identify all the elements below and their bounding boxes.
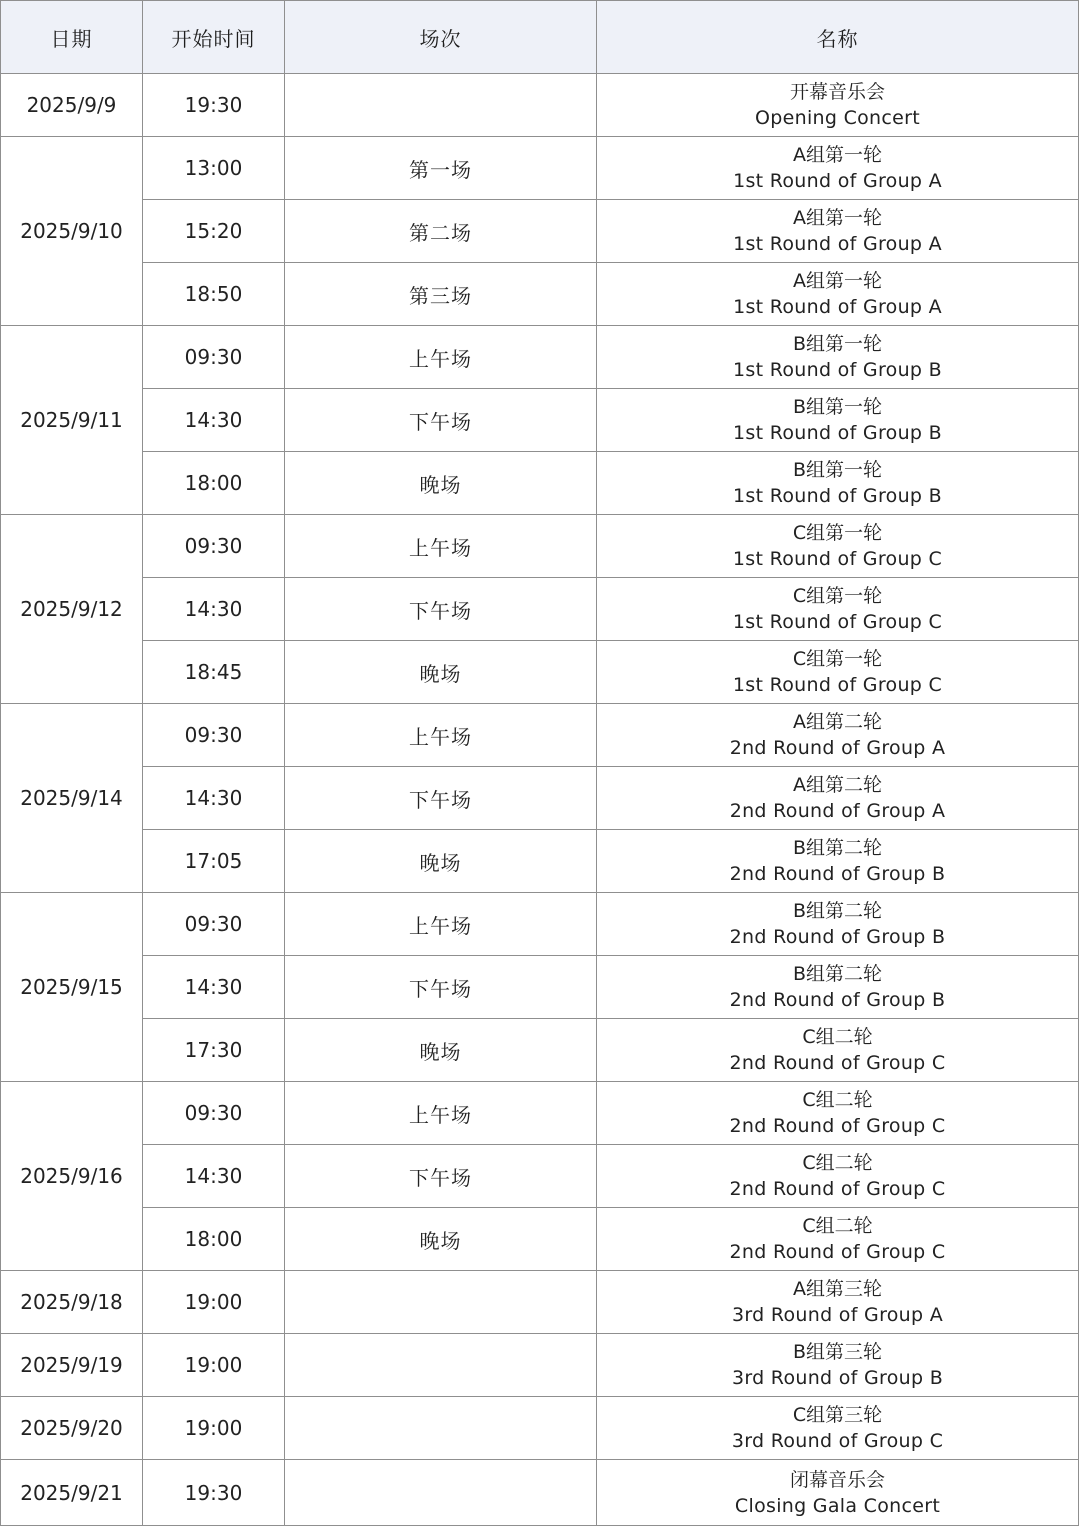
date-cell: 2025/9/18: [1, 1271, 143, 1334]
name-cell: [597, 641, 1079, 704]
table-header: [1, 1, 1079, 74]
table-row: [1, 1460, 1079, 1526]
start-time-cell: 18:45: [143, 641, 285, 704]
table-row: [1, 1145, 1079, 1208]
event-name-en: 1st Round of Group C: [732, 548, 943, 570]
event-name-zh: C组二轮: [802, 1215, 873, 1237]
start-time-cell: 14:30: [143, 389, 285, 452]
name-cell: [597, 1334, 1079, 1397]
start-time-cell: 14:30: [143, 956, 285, 1019]
event-name-en: 3rd Round of Group C: [731, 1430, 944, 1452]
session-cell: 上午场: [285, 893, 597, 956]
table-row: [1, 515, 1079, 578]
name-cell: [597, 1460, 1079, 1526]
event-name-en: 2nd Round of Group A: [729, 800, 946, 822]
date-cell: 2025/9/11: [1, 326, 143, 515]
event-name-en: 2nd Round of Group C: [729, 1115, 946, 1137]
start-time-cell: 14:30: [143, 578, 285, 641]
name-cell: [597, 1271, 1079, 1334]
event-name-zh: A组第一轮: [793, 144, 882, 166]
session-cell: 上午场: [285, 1082, 597, 1145]
start-time-cell: 09:30: [143, 704, 285, 767]
date-cell: 2025/9/20: [1, 1397, 143, 1460]
start-time-cell: 18:00: [143, 1208, 285, 1271]
event-name-zh: A组第二轮: [793, 774, 882, 796]
name-cell: [597, 704, 1079, 767]
event-name-en: 1st Round of Group A: [733, 233, 942, 255]
name-cell: [597, 74, 1079, 137]
event-name-zh: C组二轮: [802, 1089, 873, 1111]
session-cell: 第二场: [285, 200, 597, 263]
event-name-en: 1st Round of Group C: [732, 611, 943, 633]
start-time-cell: 09:30: [143, 893, 285, 956]
start-time-cell: 14:30: [143, 767, 285, 830]
name-cell: [597, 389, 1079, 452]
session-cell: 下午场: [285, 578, 597, 641]
table-row: [1, 74, 1079, 137]
name-cell: [597, 326, 1079, 389]
name-cell: [597, 1019, 1079, 1082]
name-cell: [597, 515, 1079, 578]
start-time-cell: 14:30: [143, 1145, 285, 1208]
event-name-zh: A组第二轮: [793, 711, 882, 733]
event-name-zh: C组第一轮: [792, 585, 883, 607]
header-session: 场次: [285, 1, 597, 74]
event-name-en: 3rd Round of Group B: [731, 1367, 944, 1389]
session-cell: 晚场: [285, 1019, 597, 1082]
session-cell: 上午场: [285, 704, 597, 767]
event-name-en: Closing Gala Concert: [734, 1494, 941, 1517]
header-row: [1, 1, 1079, 74]
table-row: [1, 830, 1079, 893]
event-name-zh: C组第三轮: [792, 1404, 883, 1426]
event-name-en: 1st Round of Group B: [733, 422, 942, 444]
start-time-cell: 15:20: [143, 200, 285, 263]
event-name-zh: A组第一轮: [793, 207, 882, 229]
table-row: [1, 389, 1079, 452]
start-time-cell: 13:00: [143, 137, 285, 200]
event-name-en: Opening Concert: [755, 107, 920, 129]
name-cell: [597, 830, 1079, 893]
event-name-en: 2nd Round of Group C: [729, 1052, 946, 1074]
start-time-cell: 19:00: [143, 1334, 285, 1397]
date-cell: 2025/9/9: [1, 74, 143, 137]
event-name-zh: C组第一轮: [792, 648, 883, 670]
event-name-zh: B组第二轮: [792, 837, 883, 859]
session-cell: 下午场: [285, 389, 597, 452]
event-name-en: 2nd Round of Group A: [729, 737, 946, 759]
name-cell: [597, 767, 1079, 830]
event-name-zh: A组第三轮: [793, 1278, 882, 1300]
table-row: [1, 452, 1079, 515]
session-cell: [285, 1397, 597, 1460]
header-start-time: 开始时间: [143, 1, 285, 74]
event-name-en: 1st Round of Group C: [732, 674, 943, 696]
start-time-cell: 18:50: [143, 263, 285, 326]
start-time-cell: 19:30: [143, 74, 285, 137]
event-name-zh: B组第一轮: [792, 459, 883, 481]
event-name-en: 2nd Round of Group B: [729, 926, 946, 948]
header-name: 名称: [597, 1, 1079, 74]
event-name-en: 1st Round of Group B: [733, 485, 942, 507]
table-row: [1, 1082, 1079, 1145]
session-cell: 晚场: [285, 1208, 597, 1271]
date-cell: 2025/9/15: [1, 893, 143, 1082]
date-cell: 2025/9/12: [1, 515, 143, 704]
name-cell: [597, 263, 1079, 326]
session-cell: [285, 1334, 597, 1397]
table-row: [1, 200, 1079, 263]
event-name-en: 2nd Round of Group B: [729, 863, 946, 885]
session-cell: 上午场: [285, 515, 597, 578]
start-time-cell: 09:30: [143, 1082, 285, 1145]
date-cell: 2025/9/10: [1, 137, 143, 326]
event-name-en: 1st Round of Group A: [733, 296, 942, 318]
session-cell: 第一场: [285, 137, 597, 200]
name-cell: [597, 578, 1079, 641]
session-cell: 下午场: [285, 1145, 597, 1208]
event-name-zh: A组第一轮: [793, 270, 882, 292]
event-name-en: 1st Round of Group A: [733, 170, 942, 192]
event-name-zh: 开幕音乐会: [789, 81, 885, 103]
session-cell: 下午场: [285, 767, 597, 830]
name-cell: [597, 956, 1079, 1019]
start-time-cell: 09:30: [143, 326, 285, 389]
start-time-cell: 19:00: [143, 1271, 285, 1334]
session-cell: 下午场: [285, 956, 597, 1019]
header-date: 日期: [1, 1, 143, 74]
date-cell: 2025/9/14: [1, 704, 143, 893]
table-row: [1, 1019, 1079, 1082]
table-row: [1, 893, 1079, 956]
event-name-zh: C组第一轮: [792, 522, 883, 544]
table-row: [1, 137, 1079, 200]
event-name-en: 3rd Round of Group A: [731, 1304, 944, 1326]
event-name-zh: B组第二轮: [792, 963, 883, 985]
date-cell: 2025/9/21: [1, 1460, 143, 1526]
session-cell: 上午场: [285, 326, 597, 389]
table-row: [1, 263, 1079, 326]
table-row: [1, 578, 1079, 641]
event-name-zh: B组第三轮: [792, 1341, 883, 1363]
event-name-en: 2nd Round of Group C: [729, 1241, 946, 1263]
table-row: [1, 1334, 1079, 1397]
name-cell: [597, 200, 1079, 263]
table-row: [1, 704, 1079, 767]
name-cell: [597, 893, 1079, 956]
event-name-zh: C组二轮: [802, 1152, 873, 1174]
event-name-en: 2nd Round of Group C: [729, 1178, 946, 1200]
session-cell: [285, 1460, 597, 1526]
start-time-cell: 17:05: [143, 830, 285, 893]
date-cell: 2025/9/16: [1, 1082, 143, 1271]
start-time-cell: 17:30: [143, 1019, 285, 1082]
event-name-zh: B组第二轮: [792, 900, 883, 922]
name-cell: [597, 1082, 1079, 1145]
start-time-cell: 19:30: [143, 1460, 285, 1526]
event-name-zh: B组第一轮: [792, 333, 883, 355]
table-body: [1, 74, 1079, 1526]
name-cell: [597, 1208, 1079, 1271]
table-row: [1, 1271, 1079, 1334]
session-cell: 晚场: [285, 452, 597, 515]
event-name-en: 1st Round of Group B: [733, 359, 942, 381]
start-time-cell: 09:30: [143, 515, 285, 578]
name-cell: [597, 452, 1079, 515]
name-cell: [597, 1145, 1079, 1208]
table-row: [1, 1208, 1079, 1271]
name-cell: [597, 137, 1079, 200]
event-name-zh: B组第一轮: [792, 396, 883, 418]
session-cell: 晚场: [285, 830, 597, 893]
session-cell: [285, 1271, 597, 1334]
session-cell: 第三场: [285, 263, 597, 326]
table-row: [1, 1397, 1079, 1460]
table-row: [1, 326, 1079, 389]
date-cell: 2025/9/19: [1, 1334, 143, 1397]
table-row: [1, 956, 1079, 1019]
event-name-en: 2nd Round of Group B: [729, 989, 946, 1011]
table-row: [1, 641, 1079, 704]
event-name-zh: C组二轮: [802, 1026, 873, 1048]
start-time-cell: 18:00: [143, 452, 285, 515]
start-time-cell: 19:00: [143, 1397, 285, 1460]
name-cell: [597, 1397, 1079, 1460]
session-cell: [285, 74, 597, 137]
session-cell: 晚场: [285, 641, 597, 704]
event-name-zh: 闭幕音乐会: [789, 1468, 885, 1491]
table-row: [1, 767, 1079, 830]
